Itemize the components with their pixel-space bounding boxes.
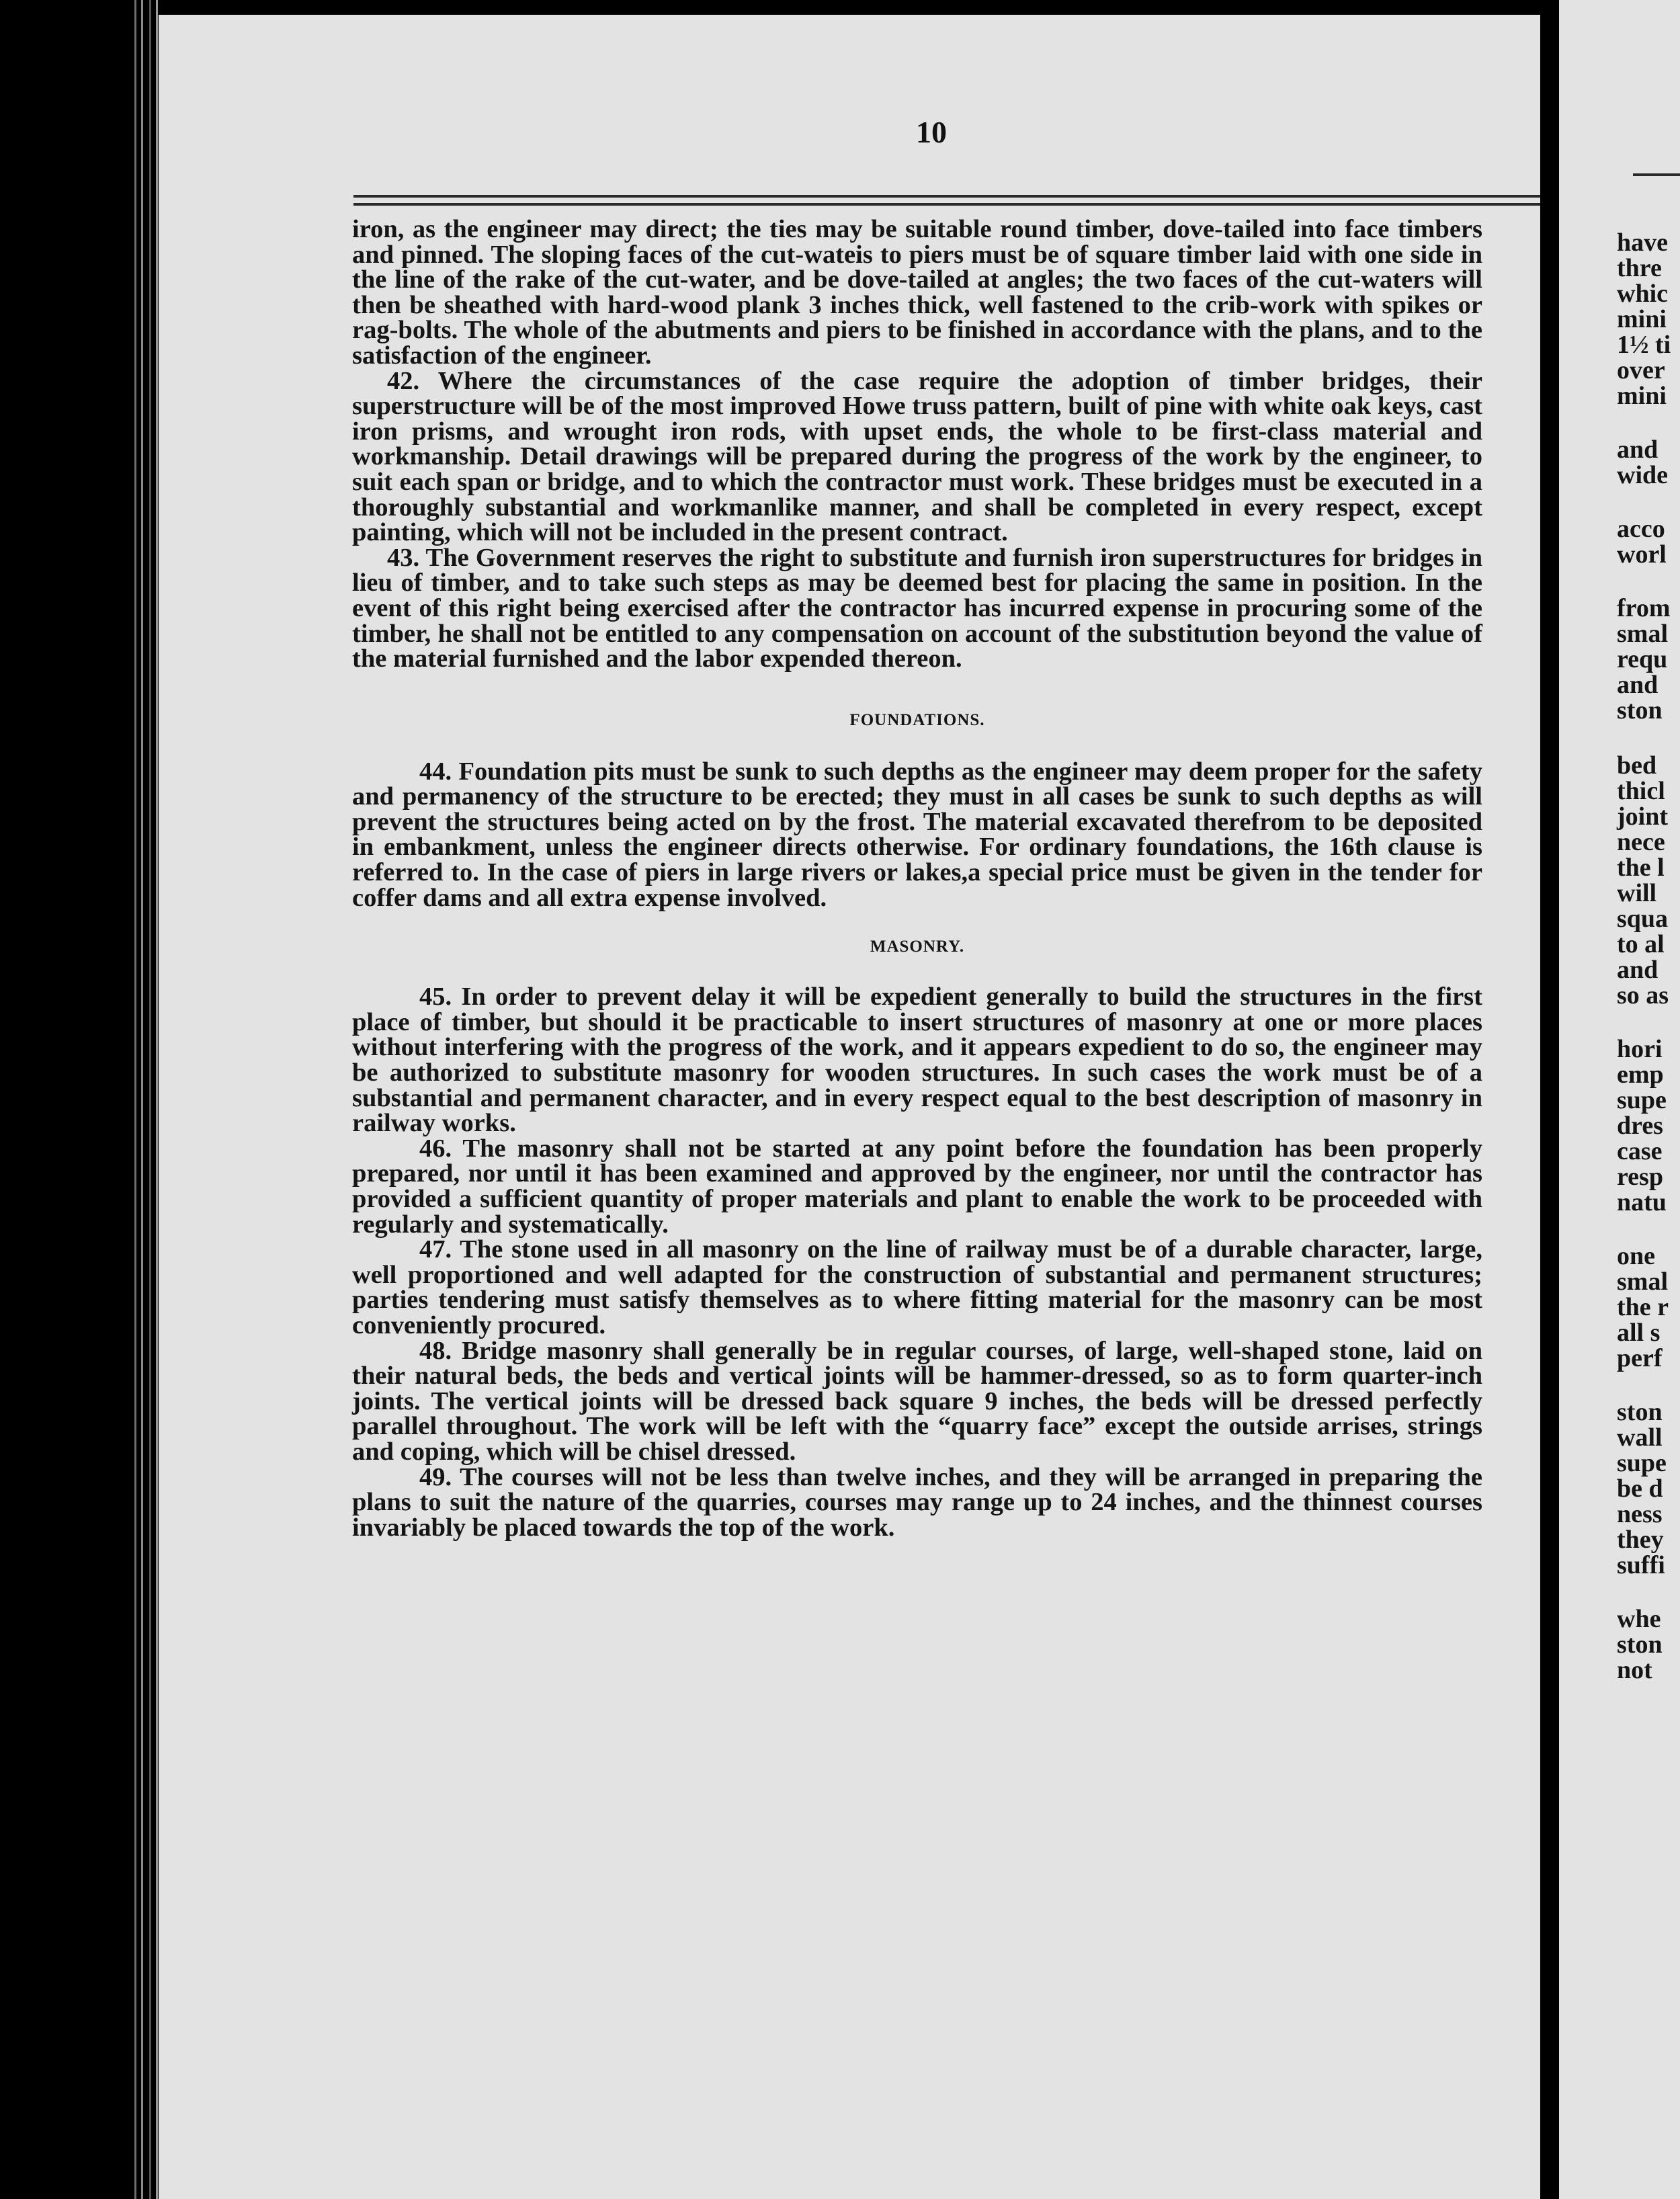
page-edge: [134, 0, 136, 2199]
adjacent-page-fragment: 1½ ti: [1617, 331, 1671, 359]
adjacent-page-fragment: ston: [1617, 1630, 1663, 1659]
paragraph-47: 47. The stone used in all masonry on the line of railway must be of a durable character, large, well proportioned and well adapted for the construction of substantial and permanent structures; parties tendering must satisfy themselves as to where fitting material for the masonry can be most conveniently procured.: [352, 1235, 1482, 1339]
body-text: [352, 217, 1482, 1540]
header-rule: [353, 195, 1540, 198]
section-heading-masonry: MASONRY.: [870, 938, 965, 956]
paragraph-48: 48. Bridge masonry shall generally be in regular courses, of large, well-shaped stone, laid on their natural beds, the beds and vertical joints will be hammer-dressed, so as to form quarter-inch joints. The vertical joints will be dressed back square 9 inches, the beds will be dressed perfectly parallel throughout. The work will be left with the “quarry face” except the outside arrises, strings and coping, which will be chisel dressed.: [352, 1336, 1482, 1466]
adjacent-page-fragment: ston: [1617, 1398, 1663, 1426]
adjacent-page-fragment: and: [1617, 435, 1658, 464]
adjacent-page-fragment: ness: [1617, 1500, 1663, 1528]
adjacent-page-fragment: whe: [1617, 1605, 1661, 1633]
page-edge: [141, 0, 143, 2199]
adjacent-page-fragment: supe: [1617, 1086, 1667, 1114]
adjacent-page-fragment: and: [1617, 671, 1658, 699]
adjacent-page-fragment: whic: [1617, 280, 1668, 308]
adjacent-page-fragment: bed: [1617, 751, 1657, 780]
paragraph-46: 46. The masonry shall not be started at any point before the foundation has been properly prepared, nor until it has been examined and approved by the engineer, nor until the contractor has provided a sufficient quantity of proper materials and plant to enable the work to be proceeded with regularly and systematically.: [352, 1134, 1482, 1239]
adjacent-page-fragment: thre: [1617, 254, 1662, 282]
adjacent-page-fragment: supe: [1617, 1449, 1667, 1477]
adjacent-page-fragment: acco: [1617, 515, 1665, 543]
adjacent-page: [1559, 0, 1680, 2199]
adjacent-page-fragment: one: [1617, 1242, 1655, 1270]
adjacent-page-fragment: smal: [1617, 1268, 1668, 1296]
page-number: 10: [916, 115, 947, 149]
adjacent-page-fragment: thicl: [1617, 777, 1665, 805]
adjacent-page-fragment: the l: [1617, 854, 1665, 882]
adjacent-page-fragment: be d: [1617, 1475, 1663, 1503]
adjacent-page-fragment: case: [1617, 1137, 1663, 1165]
adjacent-page-fragment: have: [1617, 229, 1668, 257]
adjacent-page-fragment: smal: [1617, 620, 1668, 648]
paragraph-49: 49. The courses will not be less than twelve inches, and they will be arranged in preparing the plans to suit the nature of the quarries, courses may range up to 24 inches, and the thinnest courses invariably be placed towards the top of the work.: [352, 1462, 1482, 1542]
adjacent-page-fragment: ston: [1617, 696, 1663, 724]
adjacent-page-fragment: emp: [1617, 1061, 1664, 1089]
adjacent-page-fragment: so as: [1617, 981, 1669, 1009]
adjacent-page-fragment: mini: [1617, 305, 1667, 333]
adjacent-page-fragment: natu: [1617, 1188, 1667, 1216]
adjacent-page-fragment: wide: [1617, 461, 1668, 489]
adjacent-page-fragment: squa: [1617, 905, 1669, 933]
adjacent-page-fragment: not: [1617, 1656, 1652, 1684]
adjacent-page-fragment: perf: [1617, 1344, 1663, 1372]
paragraph-45: 45. In order to prevent delay it will be expedient generally to build the structures in the first place of timber, but should it be practicable to insert structures of masonry at one or more places without interfering with the progress of the work, and it appears expedient to do so, the engineer may be authorized to substitute masonry for wooden structures. In such cases the work must be of a substantial and permanent character, and in every respect equal to the best description of masonry in railway works.: [352, 983, 1482, 1138]
adjacent-page-fragment: from: [1617, 594, 1671, 622]
adjacent-page-fragment: wall: [1617, 1423, 1663, 1452]
paragraph-42: 42. Where the circumstances of the case require the adoption of timber bridges, their superstructure will be of the most improved Howe truss pattern, built of pine with white oak keys, cast iron prisms, and wrought iron rods, with upset ends, the whole to be first-class material and workmanship. Detail drawings will be prepared during the progress of the work by the engineer, to suit each span or bridge, and to which the contractor must work. These bridges must be executed in a thoroughly substantial and workmanlike manner, and shall be completed in every respect, except painting, which will not be included in the present contract.: [352, 366, 1482, 547]
adjacent-page-fragment: the r: [1617, 1293, 1669, 1321]
adjacent-page-fragment: worl: [1617, 540, 1667, 569]
adjacent-page-fragment: and: [1617, 956, 1658, 984]
adjacent-page-fragment: mini: [1617, 382, 1667, 410]
adjacent-page-fragment: nece: [1617, 828, 1665, 856]
adjacent-page-fragment: dres: [1617, 1112, 1663, 1140]
adjacent-page-fragment: requ: [1617, 645, 1668, 673]
adjacent-page-fragment: over: [1617, 356, 1665, 384]
paragraph-44: 44. Foundation pits must be sunk to such depths as the engineer may deem proper for the safety and permanency of the structure to be erected; they must in all cases be sunk to such depths as will prevent the structures being acted on by the frost. The material excavated therefrom to be deposited in embankment, unless the engineer directs otherwise. For ordinary foundations, the 16th clause is referred to. In the case of piers in large rivers or lakes,a special price must be given in the tender for coffer dams and all extra expense involved.: [352, 757, 1482, 912]
adjacent-page-fragment: to al: [1617, 930, 1665, 958]
adjacent-page-fragment: will: [1617, 879, 1657, 907]
adjacent-page-fragment: all s: [1617, 1319, 1661, 1347]
paragraph-41-continued: iron, as the engineer may direct; the ties may be suitable round timber, dove-tailed into face timbers and pinned. The sloping faces of the cut-wateis to piers must be of square timber laid with one side in the line of the rake of the cut-water, and be dove-tailed at angles; the two faces of the cut-waters will then be sheathed with hard-wood plank 3 inches thick, well fastened to the crib-work with spikes or rag-bolts. The whole of the abutments and piers to be finished in accordance with the plans, and to the satisfaction of the engineer.: [352, 215, 1482, 370]
adjacent-page-fragment: hori: [1617, 1035, 1663, 1063]
page-edge: [156, 0, 158, 2199]
section-heading-foundations: FOUNDATIONS.: [849, 710, 985, 729]
adjacent-page-fragment: suffi: [1617, 1551, 1665, 1579]
header-rule: [353, 203, 1540, 206]
adjacent-page-fragment: resp: [1617, 1163, 1663, 1191]
page-edge: [149, 0, 151, 2199]
adjacent-page-fragment: joint: [1617, 802, 1668, 831]
header-rule: [1633, 173, 1680, 176]
adjacent-page-fragment: they: [1617, 1526, 1664, 1554]
paragraph-43: 43. The Government reserves the right to substitute and furnish iron superstructures for bridges in lieu of timber, and to take such steps as may be deemed best for placing the same in position. In the event of this right being exercised after the contractor has incurred expense in procuring some of the timber, he shall not be entitled to any compensation on account of the substitution beyond the value of the material furnished and the labor expended thereon.: [352, 543, 1482, 673]
